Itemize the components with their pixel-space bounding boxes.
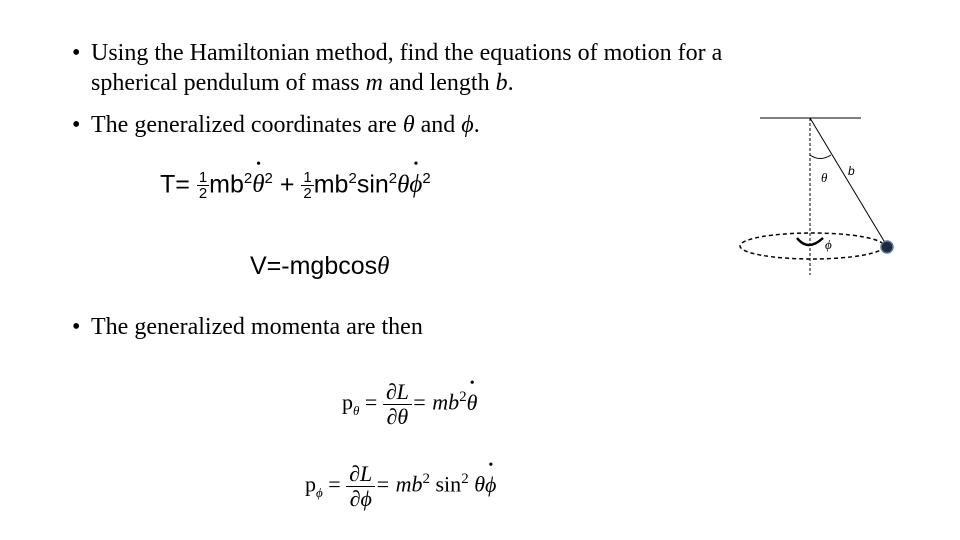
plus-sign: + [279,170,295,199]
partial-L: ∂L [383,380,412,405]
bullet-momenta-text: The generalized momenta are then [91,314,423,340]
phi-symbol: ϕ [461,112,474,138]
rhs-mb: = mb [375,471,423,497]
mb-term: mb [209,170,244,199]
partial-fraction [346,462,375,511]
theta-symbol: θ [402,112,415,138]
exponent: 2 [388,170,398,187]
theta-symbol: θ [474,471,485,497]
partial-phi: ∂ϕ [349,486,372,511]
exponent: 2 [264,170,273,187]
frac-den: 2 [303,185,312,203]
coords-end: . [473,112,480,138]
theta-label: θ [821,170,828,185]
bullet-marker: • [72,314,81,340]
theta-subscript: θ [353,402,360,418]
half-fraction [197,170,209,201]
theta-arc [810,155,831,159]
intro-text: spherical pendulum of mass [91,70,366,96]
potential-energy-equation [250,252,389,281]
rhs-mb: = mb [411,389,460,415]
phi-dot: ϕ • [485,472,496,498]
kinetic-energy-equation [160,170,431,201]
sin-term: sin [356,170,389,199]
mb-term: mb [313,170,349,199]
exponent: 2 [459,389,467,406]
length-symbol: b [495,70,508,96]
bullet-marker: • [72,112,81,138]
partial-L: ∂L [346,462,375,487]
theta-symbol: θ [397,171,410,199]
theta-dot: θ • [252,171,264,199]
exponent: 2 [422,471,430,488]
p-symbol: p [305,471,316,497]
p-phi-equation [305,462,496,511]
b-label: b [848,164,855,178]
T-label: T= [160,170,190,199]
frac-den: 2 [198,185,208,203]
coords-and: and [414,112,462,138]
bullet-intro-line2 [91,68,514,98]
exponent: 2 [422,170,431,187]
partial-theta: ∂θ [386,404,409,429]
p-theta-equation [342,380,477,429]
equals-sign: = [364,389,378,415]
V-term: V=-mgbcos [250,252,378,280]
frac-num: 1 [198,169,208,187]
bullet-marker: • [72,40,81,66]
partial-fraction [383,380,412,429]
exponent: 2 [243,170,253,187]
bullet-coordinates-text [91,110,480,140]
pendulum-diagram [730,110,910,280]
theta-symbol: θ [377,253,390,280]
phi-dot: ϕ • [409,171,422,199]
pendulum-bob [881,241,893,253]
half-fraction [301,170,313,201]
exponent: 2 [348,170,357,187]
phi-subscript: ϕ [316,484,323,500]
mass-symbol: m [365,70,383,96]
intro-text-end: . [507,70,514,96]
intro-text-mid: and length [382,70,496,96]
coords-text: The generalized coordinates are [91,112,403,138]
bullet-intro-line1: Using the Hamiltonian method, find the equations of motion for a [91,40,723,66]
exponent: 2 [461,471,469,488]
sin-term: sin [435,471,462,497]
partial-phi-dot [346,487,375,511]
theta-dot: θ • [467,390,478,416]
p-symbol: p [342,389,353,415]
phi-label: ϕ [825,237,832,252]
partial-theta-dot [383,405,412,429]
equals-sign: = [328,471,341,497]
frac-num: 1 [303,169,312,187]
orbit-ellipse [740,233,884,259]
